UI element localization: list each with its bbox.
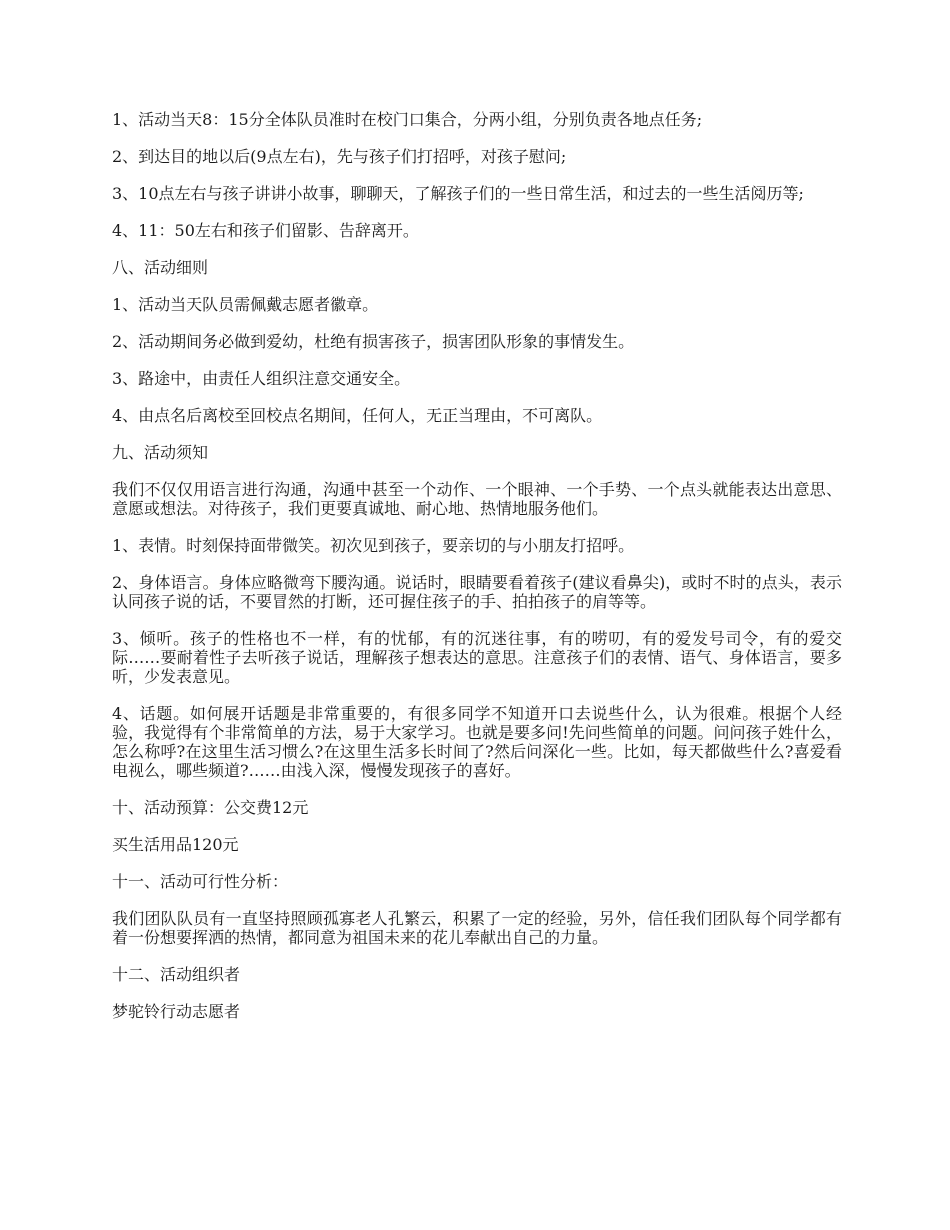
- paragraph-rule-4: 4、由点名后离校至回校点名期间，任何人，无正当理由，不可离队。: [112, 406, 603, 425]
- section-heading-feasibility: 十一、活动可行性分析：: [112, 872, 289, 891]
- section-heading-organizer: 十二、活动组织者: [112, 965, 241, 984]
- document-body: [112, 110, 842, 1039]
- paragraph-schedule-4: 4、11：50左右和孩子们留影、告辞离开。: [112, 221, 419, 240]
- paragraph-organizer: 梦驼铃行动志愿者: [112, 1002, 241, 1021]
- paragraph-budget-item: 买生活用品120元: [112, 835, 239, 854]
- paragraph-rule-1: 1、活动当天队员需佩戴志愿者徽章。: [112, 295, 379, 314]
- paragraph-schedule-2: 2、到达目的地以后(9点左右)，先与孩子们打招呼，对孩子慰问;: [112, 147, 567, 166]
- section-heading-budget: 十、活动预算：公交费12元: [112, 798, 309, 817]
- paragraph-rule-2: 2、活动期间务必做到爱幼，杜绝有损害孩子，损害团队形象的事情发生。: [112, 332, 635, 351]
- paragraph-schedule-1: 1、活动当天8：15分全体队员准时在校门口集合，分两小组，分别负责各地点任务;: [112, 110, 703, 129]
- paragraph-rule-3: 3、路途中，由责任人组织注意交通安全。: [112, 369, 411, 388]
- paragraph-notice-1: 1、表情。时刻保持面带微笑。初次见到孩子，要亲切的与小朋友打招呼。: [112, 536, 635, 555]
- paragraph-notice-4: 4、话题。如何展开话题是非常重要的，有很多同学不知道开口去说些什么，认为很难。根据个人经验，我觉得有个非常简单的方法，易于大家学习。也就是要多问!先问些简单的问题。问问孩子姓什么，怎么称呼?在这里生活习惯么?在这里生活多长时间了?然后问深化一些。比如，每天都做些什么?喜爱看电视么，哪些频道?……由浅入深，慢慢发现孩子的喜好。: [112, 704, 842, 780]
- section-heading-notice: 九、活动须知: [112, 443, 209, 462]
- paragraph-feasibility: 我们团队队员有一直坚持照顾孤寡老人孔繁云，积累了一定的经验，另外，信任我们团队每个同学都有着一份想要挥洒的热情，都同意为祖国未来的花儿奉献出自己的力量。: [112, 909, 842, 947]
- paragraph-schedule-3: 3、10点左右与孩子讲讲小故事，聊聊天，了解孩子们的一些日常生活，和过去的一些生活阅历等;: [112, 184, 804, 203]
- paragraph-notice-3: 3、倾听。孩子的性格也不一样，有的忧郁，有的沉迷往事，有的唠叨，有的爱发号司令，有的爱交际……要耐着性子去听孩子说话，理解孩子想表达的意思。注意孩子们的表情、语气、身体语言，要多听，少发表意见。: [112, 629, 842, 686]
- section-heading-rules: 八、活动细则: [112, 258, 209, 277]
- paragraph-notice-intro: 我们不仅仅用语言进行沟通，沟通中甚至一个动作、一个眼神、一个手势、一个点头就能表达出意思、意愿或想法。对待孩子，我们更要真诚地、耐心地、热情地服务他们。: [112, 480, 842, 518]
- paragraph-notice-2: 2、身体语言。身体应略微弯下腰沟通。说话时，眼睛要看着孩子(建议看鼻尖)，或时不时的点头，表示认同孩子说的话，不要冒然的打断，还可握住孩子的手、拍拍孩子的肩等等。: [112, 573, 842, 611]
